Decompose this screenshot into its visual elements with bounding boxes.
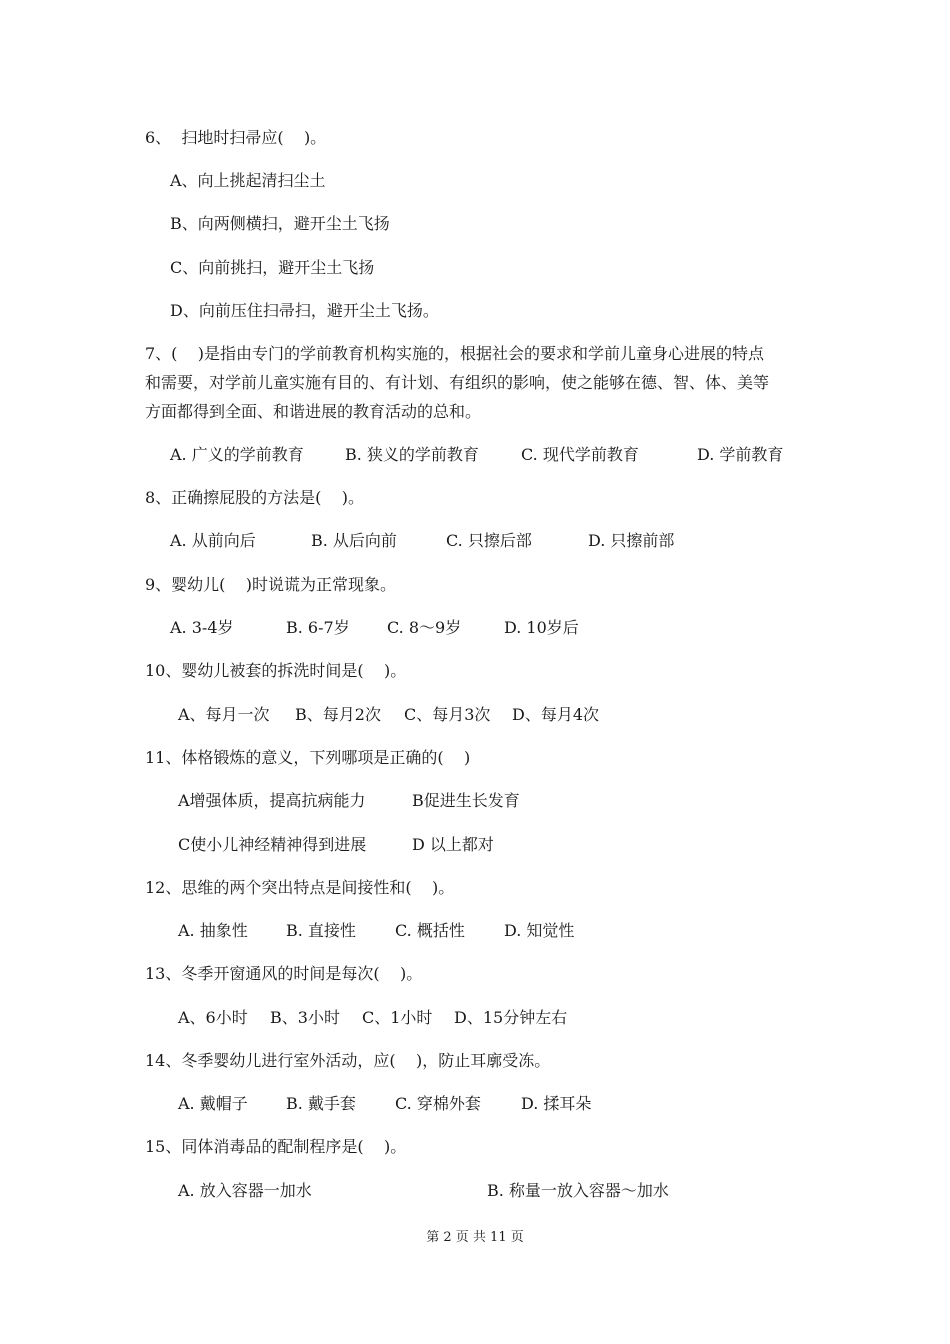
q11-stem: 11、体格锻炼的意义，下列哪项是正确的( ) [145,748,471,767]
q9-option-b: B. 6-7岁 [286,618,350,637]
q10-stem: 10、婴幼儿被套的拆洗时间是( )。 [145,661,407,680]
q11-option-d: D 以上都对 [412,835,494,854]
q14-option-c: C. 穿棉外套 [395,1094,481,1113]
q15-option-a: A. 放入容器一加水 [178,1181,312,1200]
q11-option-c: C使小儿神经精神得到进展 [178,835,367,854]
q8-stem: 8、正确擦屁股的方法是( )。 [145,488,365,507]
q12-option-a: A. 抽象性 [178,921,248,940]
q12-option-b: B. 直接性 [286,921,356,940]
q7-option-b: B. 狭义的学前教育 [345,445,479,464]
q9-stem: 9、婴幼儿( )时说谎为正常现象。 [145,575,397,594]
q12-option-d: D. 知觉性 [504,921,575,940]
q6-option-c: C、向前挑扫，避开尘土飞扬 [170,258,375,277]
q10-option-d: D、每月4次 [512,705,600,724]
q9-option-c: C. 8～9岁 [387,618,462,637]
q13-option-b: B、3小时 [270,1008,340,1027]
q7-stem-line-2: 和需要，对学前儿童实施有目的、有计划、有组织的影响，使之能够在德、智、体、美等 [145,373,770,392]
page-footer: 第 2 页 共 11 页 [426,1230,524,1245]
q13-option-d: D、15分钟左右 [454,1008,568,1027]
q11-option-a: A增强体质，提高抗病能力 [178,791,366,810]
q14-option-d: D. 揉耳朵 [521,1094,592,1113]
q10-option-c: C、每月3次 [404,705,491,724]
q8-option-a: A. 从前向后 [170,531,256,550]
q9-option-a: A. 3-4岁 [170,618,234,637]
q14-stem: 14、冬季婴幼儿进行室外活动，应( )，防止耳廓受冻。 [145,1051,551,1070]
q7-option-d: D. 学前教育 [697,445,784,464]
q7-option-a: A. 广义的学前教育 [170,445,304,464]
q10-option-b: B、每月2次 [295,705,381,724]
q6-stem: 6、 扫地时扫帚应( )。 [145,128,327,147]
q11-option-b: B促进生长发育 [412,791,520,810]
q8-option-b: B. 从后向前 [311,531,397,550]
q12-option-c: C. 概括性 [395,921,465,940]
q14-option-b: B. 戴手套 [286,1094,356,1113]
q6-option-a: A、向上挑起清扫尘土 [170,171,326,190]
q7-stem-line-3: 方面都得到全面、和谐进展的教育活动的总和。 [145,402,482,421]
q13-option-a: A、6小时 [178,1008,248,1027]
q9-option-d: D. 10岁后 [504,618,579,637]
q8-option-c: C. 只擦后部 [446,531,532,550]
q6-option-b: B、向两侧横扫，避开尘土飞扬 [170,214,390,233]
q15-stem: 15、同体消毒品的配制程序是( )。 [145,1137,407,1156]
q6-option-d: D、向前压住扫帚扫，避开尘土飞扬。 [170,301,439,320]
q13-stem: 13、冬季开窗通风的时间是每次( )。 [145,964,423,983]
q15-option-b: B. 称量一放入容器～加水 [487,1181,669,1200]
q12-stem: 12、思维的两个突出特点是间接性和( )。 [145,878,455,897]
q14-option-a: A. 戴帽子 [178,1094,248,1113]
q8-option-d: D. 只擦前部 [588,531,675,550]
q7-stem-line-1: 7、( )是指由专门的学前教育机构实施的，根据社会的要求和学前儿童身心进展的特点 [145,344,765,363]
q10-option-a: A、每月一次 [178,705,270,724]
q13-option-c: C、1小时 [362,1008,433,1027]
q7-option-c: C. 现代学前教育 [521,445,639,464]
